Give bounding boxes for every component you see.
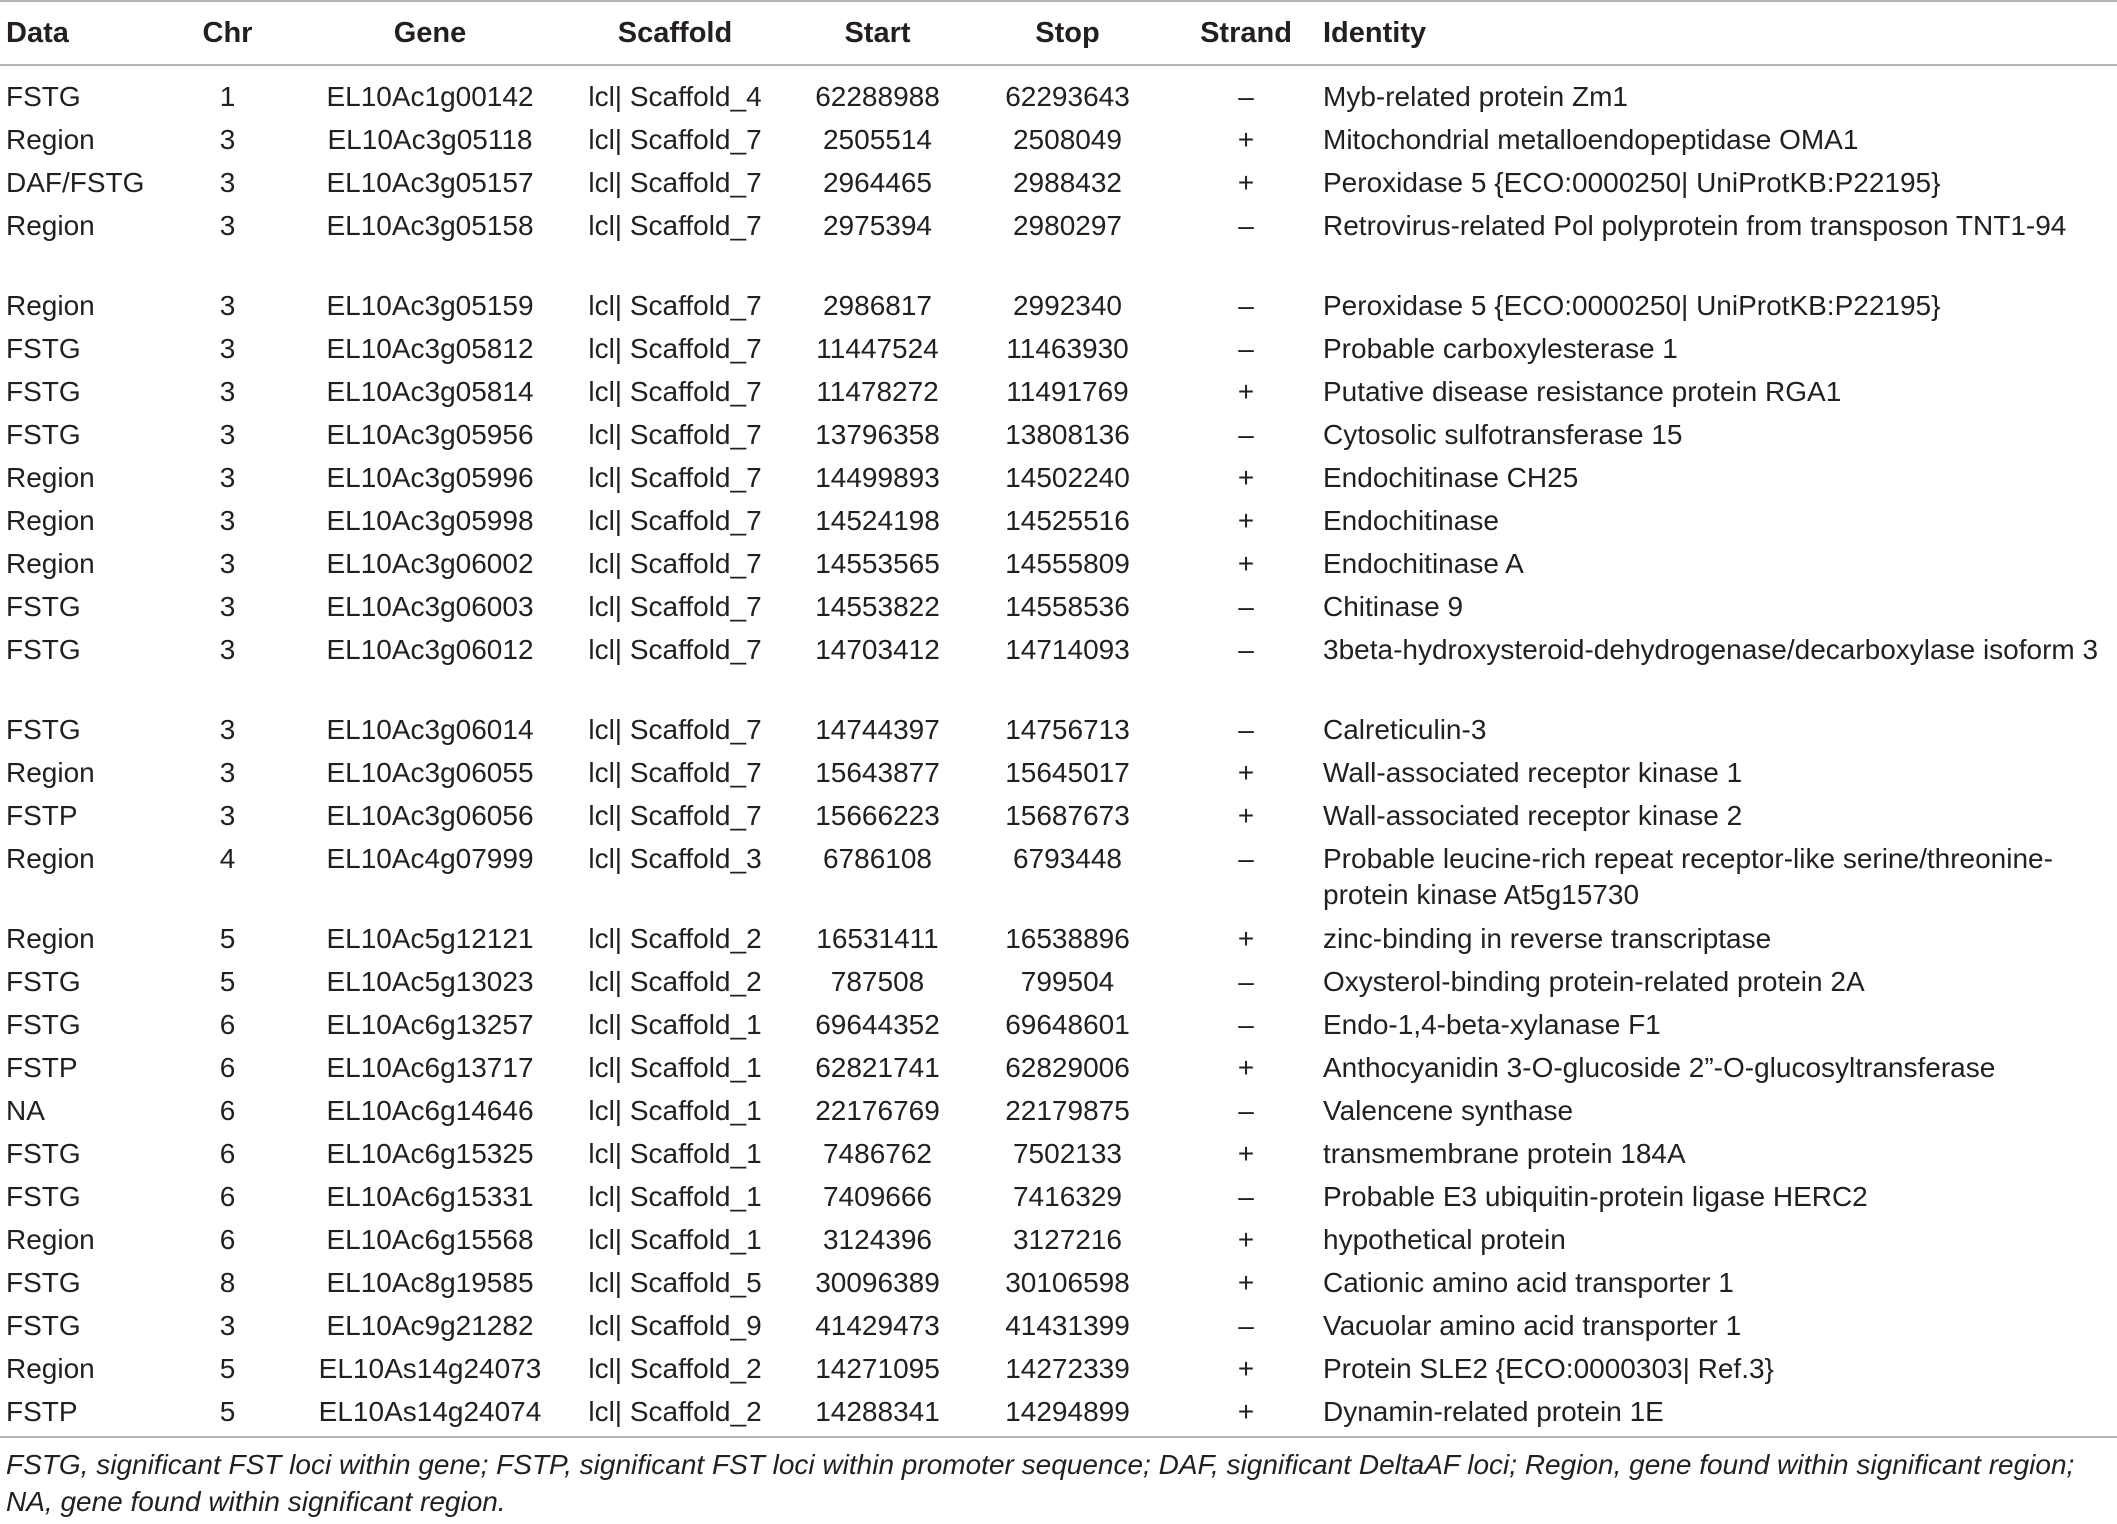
cell-data: Region <box>6 124 95 155</box>
cell-start: 787508 <box>830 966 925 997</box>
cell-chr: 6 <box>219 1095 236 1126</box>
table-row <box>0 918 2117 961</box>
cell-chr: 3 <box>219 505 236 536</box>
cell-strand: – <box>1238 966 1254 997</box>
cell-data: FSTG <box>6 1181 81 1212</box>
cell-data: FSTP <box>6 800 78 831</box>
cell-gene: EL10Ac3g05956 <box>326 419 534 450</box>
table-body <box>0 65 2117 1437</box>
cell-data: FSTG <box>6 419 81 450</box>
cell-start: 14499893 <box>815 462 940 493</box>
cell-stop: 2992340 <box>1012 290 1122 321</box>
cell-gene: EL10Ac3g05159 <box>326 290 534 321</box>
cell-stop: 14555809 <box>1005 548 1130 579</box>
table-row <box>0 838 2117 918</box>
cell-gene: EL10Ac3g05998 <box>326 505 534 536</box>
cell-gene: EL10Ac3g05812 <box>326 333 534 364</box>
table-row <box>0 1047 2117 1090</box>
cell-identity: Wall-associated receptor kinase 2 <box>1323 800 1743 831</box>
cell-stop: 41431399 <box>1005 1310 1130 1341</box>
cell-strand: – <box>1238 714 1254 745</box>
cell-scaffold: lcl| Scaffold_1 <box>588 1009 762 1040</box>
cell-stop: 14714093 <box>1005 634 1130 665</box>
cell-start: 14553565 <box>815 548 940 579</box>
cell-data: FSTG <box>6 333 81 364</box>
cell-stop: 7502133 <box>1012 1138 1122 1169</box>
cell-identity: Retrovirus-related Pol polyprotein from transposon TNT1-94 <box>1323 210 2067 241</box>
cell-scaffold: lcl| Scaffold_1 <box>588 1052 762 1083</box>
cell-data: FSTP <box>6 1052 78 1083</box>
cell-scaffold: lcl| Scaffold_4 <box>588 81 762 112</box>
cell-identity: Anthocyanidin 3-O-glucoside 2”-O-glucosyltransferase <box>1323 1052 1996 1083</box>
cell-identity: Peroxidase 5 {ECO:0000250| UniProtKB:P22195} <box>1323 290 1941 321</box>
cell-scaffold: lcl| Scaffold_1 <box>588 1095 762 1126</box>
cell-data: FSTG <box>6 1009 81 1040</box>
table-row <box>0 1090 2117 1133</box>
cell-scaffold: lcl| Scaffold_7 <box>588 591 762 622</box>
cell-strand: – <box>1238 843 1254 874</box>
table-footnote: FSTG, significant FST loci within gene; FSTP, significant FST loci within promoter sequence; DAF, significant DeltaAF loci; Region, gene found within significant region; NA, gene found within significant region. <box>6 1449 2075 1517</box>
table-row <box>0 586 2117 629</box>
table-row <box>0 371 2117 414</box>
cell-stop: 14502240 <box>1005 462 1130 493</box>
cell-gene: EL10Ac6g13717 <box>326 1052 534 1083</box>
cell-start: 16531411 <box>816 923 939 954</box>
cell-scaffold: lcl| Scaffold_7 <box>588 124 762 155</box>
cell-chr: 3 <box>219 290 236 321</box>
cell-data: Region <box>6 462 95 493</box>
cell-scaffold: lcl| Scaffold_7 <box>588 290 762 321</box>
table-row <box>0 500 2117 543</box>
cell-gene: EL10Ac3g06056 <box>326 800 534 831</box>
cell-gene: EL10Ac6g13257 <box>326 1009 534 1040</box>
table-row <box>0 162 2117 205</box>
cell-chr: 6 <box>219 1138 236 1169</box>
cell-chr: 3 <box>219 167 236 198</box>
cell-identity: Peroxidase 5 {ECO:0000250| UniProtKB:P22195} <box>1323 167 1941 198</box>
table-row <box>0 709 2117 752</box>
cell-stop: 16538896 <box>1005 923 1130 954</box>
cell-chr: 3 <box>219 548 236 579</box>
cell-data: FSTG <box>6 376 81 407</box>
cell-stop: 11491769 <box>1006 376 1129 407</box>
cell-identity: Mitochondrial metalloendopeptidase OMA1 <box>1323 124 1859 155</box>
cell-data: Region <box>6 843 95 874</box>
cell-scaffold: lcl| Scaffold_7 <box>588 634 762 665</box>
cell-scaffold: lcl| Scaffold_7 <box>588 714 762 745</box>
table-row <box>0 285 2117 328</box>
cell-stop: 11463930 <box>1006 333 1129 364</box>
cell-start: 30096389 <box>815 1267 940 1298</box>
cell-scaffold: lcl| Scaffold_3 <box>588 843 762 874</box>
cell-start: 14524198 <box>815 505 940 536</box>
cell-stop: 14272339 <box>1005 1353 1130 1384</box>
cell-stop: 7416329 <box>1012 1181 1122 1212</box>
cell-start: 15666223 <box>815 800 940 831</box>
cell-identity: Valencene synthase <box>1323 1095 1574 1126</box>
cell-data: FSTG <box>6 714 81 745</box>
cell-data: Region <box>6 923 95 954</box>
cell-identity: Dynamin-related protein 1E <box>1323 1396 1664 1427</box>
cell-start: 62821741 <box>815 1052 940 1083</box>
cell-chr: 3 <box>219 419 236 450</box>
cell-scaffold: lcl| Scaffold_7 <box>588 167 762 198</box>
table-row <box>0 205 2117 285</box>
cell-data: FSTG <box>6 634 81 665</box>
cell-data: NA <box>6 1095 45 1126</box>
cell-stop: 62829006 <box>1005 1052 1130 1083</box>
cell-data: Region <box>6 548 95 579</box>
cell-chr: 3 <box>219 210 236 241</box>
cell-stop: 15687673 <box>1005 800 1130 831</box>
cell-start: 2964465 <box>822 167 932 198</box>
cell-start: 3124396 <box>822 1224 932 1255</box>
cell-gene: EL10Ac5g13023 <box>326 966 534 997</box>
cell-gene: EL10Ac3g06002 <box>326 548 534 579</box>
cell-scaffold: lcl| Scaffold_7 <box>588 333 762 364</box>
cell-data: FSTG <box>6 591 81 622</box>
cell-chr: 1 <box>219 81 236 112</box>
cell-start: 14288341 <box>815 1396 940 1427</box>
cell-start: 14553822 <box>815 591 940 622</box>
cell-stop: 799504 <box>1020 966 1115 997</box>
cell-data: FSTG <box>6 1138 81 1169</box>
cell-chr: 3 <box>219 462 236 493</box>
cell-identity: Probable leucine-rich repeat receptor-like serine/threonine-protein kinase At5g15730 <box>1323 843 2053 910</box>
table-row <box>0 414 2117 457</box>
cell-start: 11447524 <box>816 333 939 364</box>
table-row <box>0 1133 2117 1176</box>
cell-chr: 3 <box>219 757 236 788</box>
cell-gene: EL10Ac8g19585 <box>326 1267 534 1298</box>
cell-stop: 15645017 <box>1005 757 1130 788</box>
cell-scaffold: lcl| Scaffold_1 <box>588 1138 762 1169</box>
column-header-chr: Chr <box>202 16 253 49</box>
cell-start: 13796358 <box>815 419 940 450</box>
table-row <box>0 1348 2117 1391</box>
cell-data: FSTP <box>6 1396 78 1427</box>
cell-strand: – <box>1238 1095 1254 1126</box>
cell-start: 2986817 <box>822 290 932 321</box>
cell-identity: transmembrane protein 184A <box>1323 1138 1686 1169</box>
cell-identity: Calreticulin-3 <box>1323 714 1487 745</box>
cell-data: Region <box>6 1224 95 1255</box>
cell-gene: EL10Ac3g06012 <box>326 634 534 665</box>
cell-chr: 5 <box>219 923 236 954</box>
cell-gene: EL10Ac5g12121 <box>326 923 534 954</box>
cell-stop: 14558536 <box>1005 591 1130 622</box>
cell-identity: Cytosolic sulfotransferase 15 <box>1323 419 1683 450</box>
cell-strand: + <box>1237 1138 1255 1169</box>
cell-data: FSTG <box>6 966 81 997</box>
cell-data: Region <box>6 1353 95 1384</box>
cell-stop: 13808136 <box>1005 419 1130 450</box>
table-row <box>0 1391 2117 1437</box>
column-header-strand: Strand <box>1200 16 1292 49</box>
cell-scaffold: lcl| Scaffold_7 <box>588 800 762 831</box>
cell-chr: 3 <box>219 714 236 745</box>
table-row <box>0 1262 2117 1305</box>
table-row <box>0 1219 2117 1262</box>
cell-strand: + <box>1237 167 1255 198</box>
cell-gene: EL10Ac3g06014 <box>326 714 534 745</box>
cell-gene: EL10Ac3g05996 <box>326 462 534 493</box>
cell-gene: EL10Ac3g05118 <box>327 124 533 155</box>
cell-data: FSTG <box>6 81 81 112</box>
table-row <box>0 961 2117 1004</box>
cell-start: 15643877 <box>815 757 940 788</box>
cell-strand: + <box>1237 923 1255 954</box>
cell-start: 11478272 <box>816 376 939 407</box>
cell-chr: 3 <box>219 634 236 665</box>
cell-identity: Oxysterol-binding protein-related protein 2A <box>1323 966 1865 997</box>
cell-strand: + <box>1237 1224 1255 1255</box>
cell-strand: – <box>1238 81 1254 112</box>
cell-strand: – <box>1238 333 1254 364</box>
cell-chr: 8 <box>219 1267 236 1298</box>
cell-strand: + <box>1237 1052 1255 1083</box>
cell-gene: EL10Ac6g15568 <box>326 1224 534 1255</box>
cell-scaffold: lcl| Scaffold_5 <box>588 1267 762 1298</box>
cell-identity: Wall-associated receptor kinase 1 <box>1323 757 1743 788</box>
cell-gene: EL10Ac3g05814 <box>326 376 534 407</box>
cell-start: 41429473 <box>815 1310 940 1341</box>
cell-chr: 3 <box>219 1310 236 1341</box>
cell-data: Region <box>6 290 95 321</box>
column-header-start: Start <box>844 16 911 49</box>
cell-gene: EL10Ac6g15331 <box>326 1181 534 1212</box>
cell-start: 14744397 <box>815 714 940 745</box>
cell-gene: EL10Ac4g07999 <box>326 843 534 874</box>
table-row <box>0 1305 2117 1348</box>
cell-identity: Protein SLE2 {ECO:0000303| Ref.3} <box>1323 1353 1774 1384</box>
cell-gene: EL10Ac6g15325 <box>326 1138 534 1169</box>
cell-strand: – <box>1238 419 1254 450</box>
cell-stop: 6793448 <box>1012 843 1122 874</box>
cell-stop: 2988432 <box>1012 167 1122 198</box>
cell-start: 62288988 <box>815 81 940 112</box>
cell-data: Region <box>6 757 95 788</box>
cell-strand: – <box>1238 634 1254 665</box>
cell-scaffold: lcl| Scaffold_7 <box>588 757 762 788</box>
cell-stop: 3127216 <box>1012 1224 1122 1255</box>
table-row <box>0 752 2117 795</box>
cell-stop: 2508049 <box>1012 124 1122 155</box>
cell-start: 69644352 <box>815 1009 940 1040</box>
column-header-identity: Identity <box>1323 16 1427 49</box>
cell-chr: 6 <box>219 1224 236 1255</box>
cell-identity: Endochitinase <box>1323 505 1499 536</box>
cell-strand: – <box>1238 1310 1254 1341</box>
cell-chr: 5 <box>219 966 236 997</box>
cell-chr: 5 <box>219 1353 236 1384</box>
cell-scaffold: lcl| Scaffold_2 <box>588 923 762 954</box>
cell-identity: Endochitinase CH25 <box>1323 462 1579 493</box>
cell-scaffold: lcl| Scaffold_2 <box>588 1396 762 1427</box>
cell-identity: Vacuolar amino acid transporter 1 <box>1323 1310 1742 1341</box>
column-header-gene: Gene <box>393 16 467 49</box>
cell-strand: + <box>1237 800 1255 831</box>
cell-strand: + <box>1237 505 1255 536</box>
cell-chr: 3 <box>219 591 236 622</box>
cell-chr: 4 <box>219 843 236 874</box>
cell-identity: Myb-related protein Zm1 <box>1323 81 1629 112</box>
cell-scaffold: lcl| Scaffold_9 <box>588 1310 762 1341</box>
cell-chr: 3 <box>219 376 236 407</box>
cell-stop: 30106598 <box>1005 1267 1130 1298</box>
cell-identity: Putative disease resistance protein RGA1 <box>1323 376 1842 407</box>
cell-scaffold: lcl| Scaffold_1 <box>588 1181 762 1212</box>
cell-strand: + <box>1237 1267 1255 1298</box>
cell-start: 14271095 <box>815 1353 940 1384</box>
cell-strand: + <box>1237 124 1255 155</box>
table-row <box>0 1004 2117 1047</box>
cell-scaffold: lcl| Scaffold_7 <box>588 419 762 450</box>
cell-stop: 69648601 <box>1005 1009 1130 1040</box>
cell-data: DAF/FSTG <box>6 167 145 198</box>
table-row <box>0 119 2117 162</box>
cell-identity: zinc-binding in reverse transcriptase <box>1323 923 1772 954</box>
cell-data: Region <box>6 505 95 536</box>
cell-data: FSTG <box>6 1310 81 1341</box>
cell-start: 2505514 <box>822 124 932 155</box>
cell-start: 14703412 <box>815 634 940 665</box>
cell-strand: – <box>1238 290 1254 321</box>
table-row <box>0 795 2117 838</box>
cell-identity: 3beta-hydroxysteroid-dehydrogenase/decarboxylase isoform 3 <box>1323 634 2099 665</box>
cell-gene: EL10Ac3g05157 <box>326 167 534 198</box>
cell-strand: – <box>1238 210 1254 241</box>
table-row <box>0 328 2117 371</box>
cell-data: FSTG <box>6 1267 81 1298</box>
cell-start: 7409666 <box>822 1181 932 1212</box>
cell-chr: 6 <box>219 1181 236 1212</box>
cell-strand: + <box>1237 1353 1255 1384</box>
cell-identity: hypothetical protein <box>1323 1224 1566 1255</box>
cell-scaffold: lcl| Scaffold_7 <box>588 505 762 536</box>
cell-scaffold: lcl| Scaffold_7 <box>588 548 762 579</box>
cell-start: 22176769 <box>815 1095 940 1126</box>
column-header-stop: Stop <box>1035 16 1100 49</box>
cell-chr: 6 <box>219 1052 236 1083</box>
cell-gene: EL10Ac1g00142 <box>326 81 534 112</box>
cell-data: Region <box>6 210 95 241</box>
cell-gene: EL10Ac3g06003 <box>326 591 534 622</box>
cell-gene: EL10Ac3g06055 <box>326 757 534 788</box>
cell-gene: EL10As14g24074 <box>318 1396 542 1427</box>
cell-strand: + <box>1237 462 1255 493</box>
cell-strand: – <box>1238 591 1254 622</box>
cell-stop: 14525516 <box>1005 505 1130 536</box>
cell-scaffold: lcl| Scaffold_7 <box>588 376 762 407</box>
cell-scaffold: lcl| Scaffold_7 <box>588 462 762 493</box>
column-header-scaffold: Scaffold <box>617 16 733 49</box>
cell-strand: + <box>1237 376 1255 407</box>
cell-stop: 14756713 <box>1005 714 1130 745</box>
cell-gene: EL10Ac3g05158 <box>326 210 534 241</box>
table-row <box>0 65 2117 119</box>
cell-chr: 3 <box>219 333 236 364</box>
cell-identity: Chitinase 9 <box>1323 591 1464 622</box>
cell-gene: EL10Ac6g14646 <box>326 1095 534 1126</box>
cell-start: 7486762 <box>822 1138 932 1169</box>
cell-strand: + <box>1237 548 1255 579</box>
cell-start: 2975394 <box>822 210 932 241</box>
cell-strand: – <box>1238 1181 1254 1212</box>
table-header <box>0 1 2117 65</box>
cell-strand: + <box>1237 757 1255 788</box>
header-row <box>0 1 2117 65</box>
column-header-data: Data <box>6 16 69 49</box>
cell-stop: 2980297 <box>1012 210 1122 241</box>
cell-chr: 3 <box>219 800 236 831</box>
cell-stop: 22179875 <box>1005 1095 1130 1126</box>
cell-identity: Cationic amino acid transporter 1 <box>1323 1267 1734 1298</box>
table-row <box>0 543 2117 586</box>
cell-gene: EL10As14g24073 <box>318 1353 542 1384</box>
cell-gene: EL10Ac9g21282 <box>326 1310 534 1341</box>
cell-scaffold: lcl| Scaffold_2 <box>588 966 762 997</box>
table-row <box>0 457 2117 500</box>
cell-scaffold: lcl| Scaffold_2 <box>588 1353 762 1384</box>
cell-stop: 62293643 <box>1005 81 1130 112</box>
cell-identity: Endo-1,4-beta-xylanase F1 <box>1323 1009 1661 1040</box>
cell-identity: Endochitinase A <box>1323 548 1524 579</box>
table-row <box>0 1176 2117 1219</box>
cell-identity: Probable carboxylesterase 1 <box>1323 333 1678 364</box>
table-row <box>0 629 2117 709</box>
cell-identity: Probable E3 ubiquitin-protein ligase HERC2 <box>1323 1181 1868 1212</box>
cell-scaffold: lcl| Scaffold_1 <box>588 1224 762 1255</box>
cell-scaffold: lcl| Scaffold_7 <box>588 210 762 241</box>
cell-chr: 6 <box>219 1009 236 1040</box>
cell-chr: 5 <box>219 1396 236 1427</box>
cell-strand: – <box>1238 1009 1254 1040</box>
cell-chr: 3 <box>219 124 236 155</box>
cell-strand: + <box>1237 1396 1255 1427</box>
cell-start: 6786108 <box>822 843 932 874</box>
cell-stop: 14294899 <box>1005 1396 1130 1427</box>
